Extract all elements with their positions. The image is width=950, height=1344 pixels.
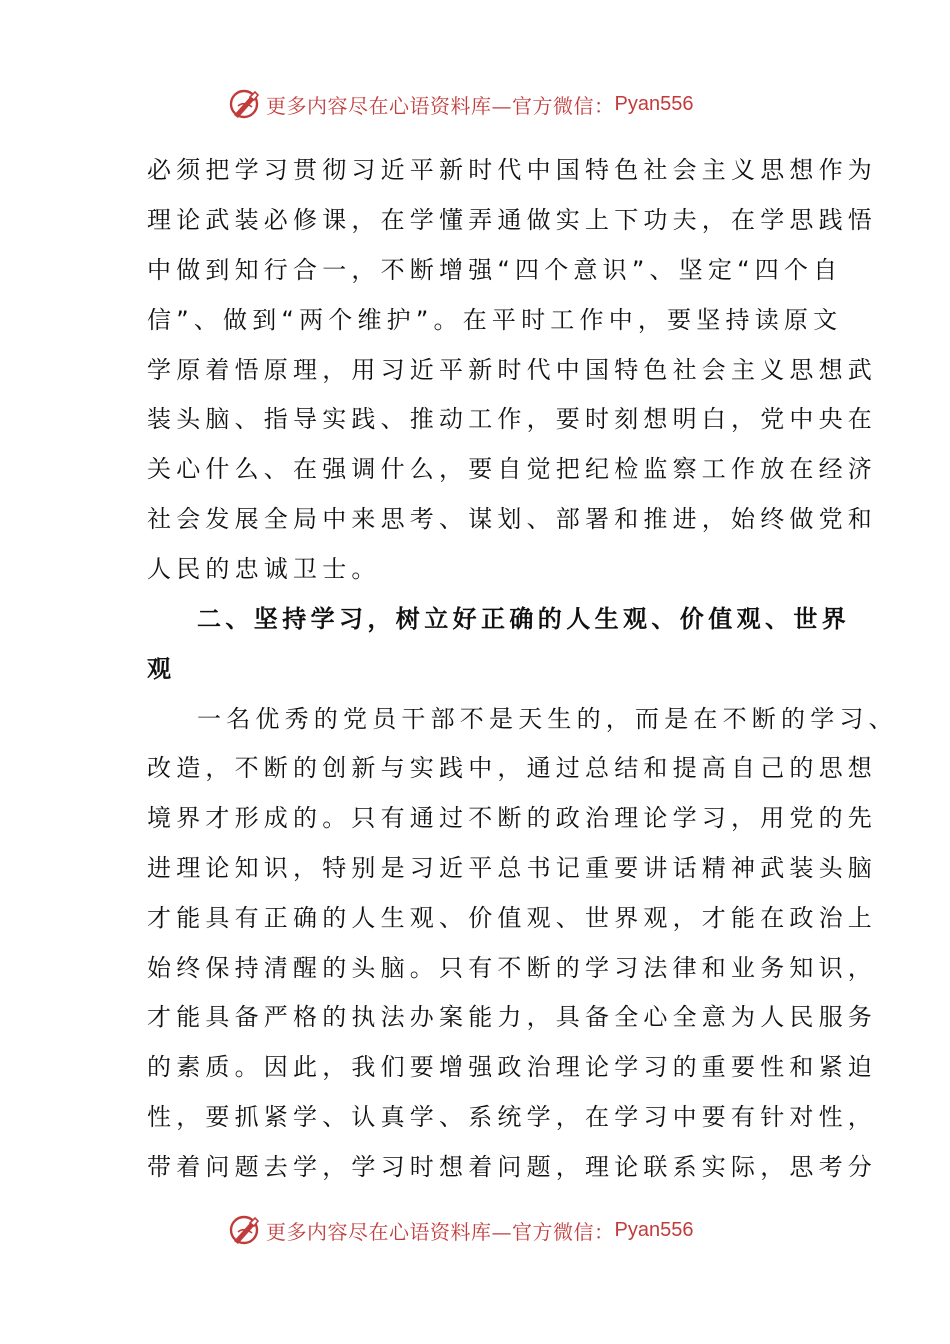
banner-text: 更多内容尽在心语资料库—官方微信： xyxy=(266,93,615,118)
footer-banner xyxy=(228,1210,728,1250)
body-line: 信”、做到“两个维护”。在平时工作中，要坚持读原文 xyxy=(147,306,843,334)
section-heading: 二、坚持学习，树立好正确的人生观、价值观、世界 xyxy=(197,605,851,633)
body-line: 境界才形成的。只有通过不断的政治理论学习，用党的先 xyxy=(147,804,877,832)
body-line: 必须把学习贯彻习近平新时代中国特色社会主义思想作为 xyxy=(147,156,877,184)
body-line: 人民的忠诚卫士。 xyxy=(147,555,381,583)
body-line: 进理论知识，特别是习近平总书记重要讲话精神武装头脑 xyxy=(147,854,877,882)
banner-wechat-id: Pyan556 xyxy=(614,92,694,115)
header-banner xyxy=(228,84,728,124)
body-line: 理论武装必修课，在学懂弄通做实上下功夫，在学思践悟 xyxy=(147,206,877,234)
section-heading: 观 xyxy=(147,655,176,683)
pen-logo-icon xyxy=(228,1213,262,1247)
body-line: 装头脑、指导实践、推动工作，要时刻想明白，党中央在 xyxy=(147,405,877,433)
body-line: 学原着悟原理，用习近平新时代中国特色社会主义思想武 xyxy=(147,356,877,384)
body-line: 才能具有正确的人生观、价值观、世界观，才能在政治上 xyxy=(147,904,877,932)
body-line: 改造，不断的创新与实践中，通过总结和提高自己的思想 xyxy=(147,754,877,782)
body-line: 社会发展全局中来思考、谋划、部署和推进，始终做党和 xyxy=(147,505,877,533)
body-line: 中做到知行合一，不断增强“四个意识”、坚定“四个自 xyxy=(147,256,843,284)
body-line: 才能具备严格的执法办案能力，具备全心全意为人民服务 xyxy=(147,1003,877,1031)
banner-wechat-id: Pyan556 xyxy=(614,1218,694,1241)
body-line: 始终保持清醒的头脑。只有不断的学习法律和业务知识， xyxy=(147,954,877,982)
body-line: 带着问题去学，学习时想着问题，理论联系实际，思考分 xyxy=(147,1153,877,1181)
body-line: 关心什么、在强调什么，要自觉把纪检监察工作放在经济 xyxy=(147,455,877,483)
pen-logo-icon xyxy=(228,87,262,121)
banner-text: 更多内容尽在心语资料库—官方微信： xyxy=(266,1219,615,1244)
body-line: 的素质。因此，我们要增强政治理论学习的重要性和紧迫 xyxy=(147,1053,877,1081)
body-line: 性，要抓紧学、认真学、系统学，在学习中要有针对性， xyxy=(147,1103,877,1131)
body-line: 一名优秀的党员干部不是天生的，而是在不断的学习、 xyxy=(197,705,898,733)
